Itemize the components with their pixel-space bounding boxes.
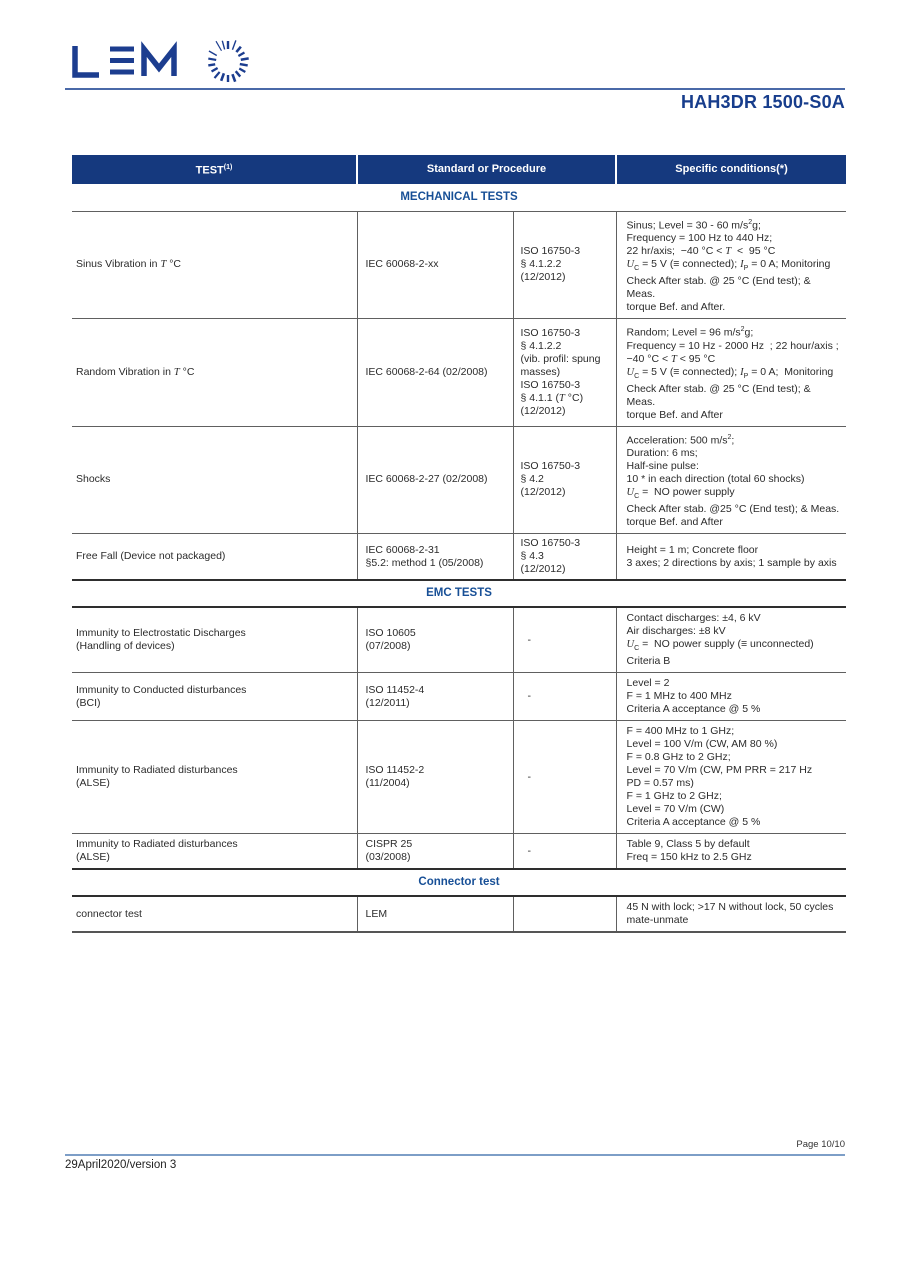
cell-test: Immunity to Radiated disturbances (ALSE) [72,721,357,834]
table-row [72,319,846,427]
footer-rule [65,1154,845,1156]
cell-standard: ISO 10605 (07/2008) [357,607,513,673]
page-number: Page 10/10 [796,1139,845,1150]
cell-test: Immunity to Radiated disturbances (ALSE) [72,834,357,870]
column-header-standard: Standard or Procedure [357,155,616,184]
version-line: 29April2020/version 3 [65,1159,177,1171]
cell-test: connector test [72,896,357,932]
section-header-connector: Connector test [72,869,846,896]
cell-standard: CISPR 25 (03/2008) [357,834,513,870]
cell-test: Free Fall (Device not packaged) [72,534,357,581]
table-header-row [72,155,846,184]
table-row [72,896,846,932]
column-header-conditions: Specific conditions(*) [616,155,846,184]
table-row [72,834,846,870]
table-row [72,534,846,581]
cell-test: Immunity to Electrostatic Discharges (Handling of devices) [72,607,357,673]
cell-conditions: Acceleration: 500 $m/s^2$; Duration: 6 ms; Half-sine pulse: 10 * in each direction (total 60 shocks) $U_C$ = NO power supply Check After stab. @25 °C (End test); & Meas. torque Bef. and After [616,426,846,534]
section-header-emc: EMC TESTS [72,580,846,607]
starburst-icon [202,36,254,88]
cell-conditions: Table 9, Class 5 by default Freq = 150 kHz to 2.5 GHz [616,834,846,870]
cell-conditions: F = 400 MHz to 1 GHz; Level = 100 V/m (CW, AM 80 %) F = 0.8 GHz to 2 GHz; Level = 70 V/m (CW, PM PRR = 217 Hz PD = 0.57 ms) F = 1 GHz to 2 GHz; Level = 70 V/m (CW) Criteria A acceptance @ 5 % [616,721,846,834]
header-logo-area [68,36,254,88]
table-row [72,211,846,319]
cell-test: Random Vibration in T °C [72,319,357,427]
cell-procedure: - [513,607,616,673]
cell-standard: IEC 60068-2-27 (02/2008) [357,426,513,534]
cell-procedure: - [513,834,616,870]
header-rule [65,88,845,90]
cell-test: Immunity to Conducted disturbances (BCI) [72,673,357,721]
lem-logo [68,41,180,83]
page-title: HAH3DR 1500-S0A [680,92,845,112]
cell-conditions: Contact discharges: ±4, 6 kV Air discharges: ±8 kV $U_C$ = NO power supply (≡ unconnected) Criteria B [616,607,846,673]
cell-standard: IEC 60068-2-64 (02/2008) [357,319,513,427]
cell-procedure [513,896,616,932]
cell-test: Sinus Vibration in T °C [72,211,357,319]
table-row [72,673,846,721]
cell-conditions: Level = 2 F = 1 MHz to 400 MHz Criteria A acceptance @ 5 % [616,673,846,721]
cell-standard: IEC 60068-2-31 §5.2: method 1 (05/2008) [357,534,513,581]
cell-conditions: Random; Level = 96 $m/s^2g$; Frequency = 10 Hz - 2000 Hz ; 22 hour/axis ; −40 °C < T < 95 °C $U_C = 5$ V (≡ connected); $I_P = 0$ A; Monitoring Check After stab. @ 25 °C (End test); & Meas. torque Bef. and After [616,319,846,427]
cell-standard: LEM [357,896,513,932]
cell-test: Shocks [72,426,357,534]
table-row [72,607,846,673]
cell-conditions: Height = 1 m; Concrete floor 3 axes; 2 directions by axis; 1 sample by axis [616,534,846,581]
cell-standard: IEC 60068-2-xx [357,211,513,319]
table-row [72,426,846,534]
cell-conditions: 45 N with lock; >17 N without lock, 50 cycles mate-unmate [616,896,846,932]
cell-procedure: ISO 16750-3 § 4.3 (12/2012) [513,534,616,581]
cell-procedure: ISO 16750-3 § 4.2 (12/2012) [513,426,616,534]
cell-standard: ISO 11452-4 (12/2011) [357,673,513,721]
cell-procedure: ISO 16750-3 § 4.1.2.2 (vib. profil: spung masses) ISO 16750-3 § 4.1.1 (T °C) (12/2012) [513,319,616,427]
column-header-test: TEST$^{(1)}$ [72,155,357,184]
cell-procedure: - [513,673,616,721]
cell-procedure: ISO 16750-3 § 4.1.2.2 (12/2012) [513,211,616,319]
cell-standard: ISO 11452-2 (11/2004) [357,721,513,834]
cell-procedure: - [513,721,616,834]
cell-conditions: Sinus; Level = 30 - 60 $m/s^2g$; Frequency = 100 Hz to 440 Hz; 22 hr/axis; −40 °C < T < 95 °C $U_C = 5$ V (≡ connected); $I_P = 0$ A; Monitoring Check After stab. @ 25 °C (End test); & Meas. torque Bef. and After. [616,211,846,319]
test-spec-table [72,155,846,933]
table-row [72,721,846,834]
section-header-mechanical: MECHANICAL TESTS [72,184,846,211]
